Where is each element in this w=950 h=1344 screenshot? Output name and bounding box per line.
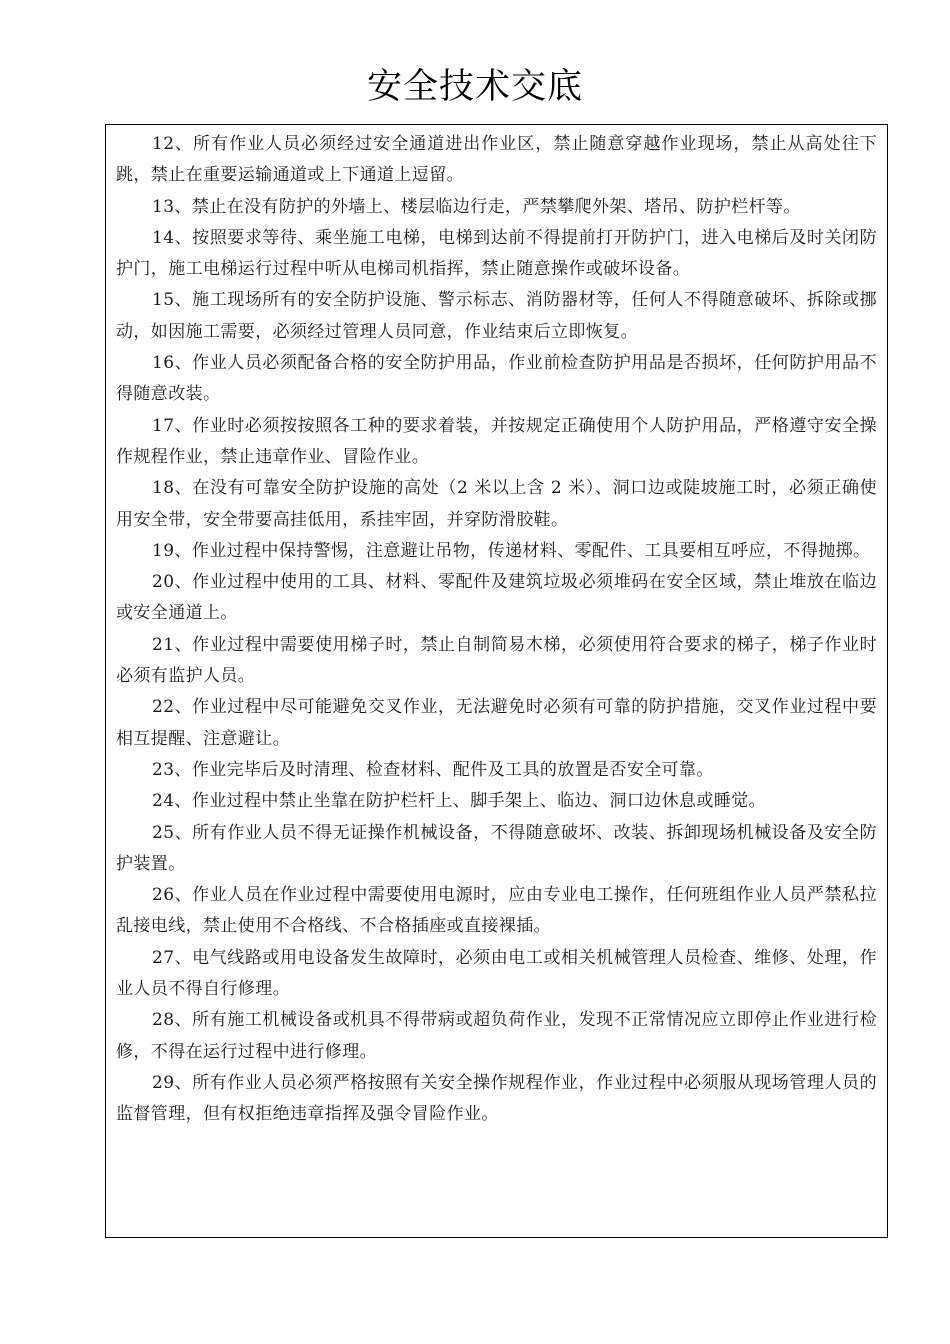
list-item: 26、作业人员在作业过程中需要使用电源时，应由专业电工操作，任何班组作业人员严禁私拉乱接电线，禁止使用不合格线、不合格插座或直接裸插。: [116, 885, 877, 937]
document-title: 安全技术交底: [366, 67, 583, 107]
list-item: 19、作业过程中保持警惕，注意避让吊物，传递材料、零配件、工具要相互呼应，不得抛掷。: [152, 540, 871, 561]
list-item: 25、所有作业人员不得无证操作机械设备，不得随意破坏、改装、拆卸现场机械设备及安全防护装置。: [116, 822, 877, 874]
list-item: 15、施工现场所有的安全防护设施、警示标志、消防器材等，任何人不得随意破坏、拆除或挪动，如因施工需要，必须经过管理人员同意，作业结束后立即恢复。: [116, 290, 877, 342]
list-item: 28、所有施工机械设备或机具不得带病或超负荷作业，发现不正常情况应立即停止作业进行检修，不得在运行过程中进行修理。: [116, 1010, 877, 1062]
list-item: 24、作业过程中禁止坐靠在防护栏杆上、脚手架上、临边、洞口边休息或睡觉。: [152, 791, 767, 812]
list-item: 29、所有作业人员必须严格按照有关安全操作规程作业，作业过程中必须服从现场管理人员的监督管理，但有权拒绝违章指挥及强令冒险作业。: [116, 1072, 877, 1125]
list-item: 27、电气线路或用电设备发生故障时，必须由电工或相关机械管理人员检查、维修、处理，作业人员不得自行修理。: [116, 947, 877, 1000]
list-item: 18、在没有可靠安全防护设施的高处（2 米以上含 2 米）、洞口边或陡坡施工时，必须正确使用安全带，安全带要高挂低用，系挂牢固，并穿防滑胶鞋。: [116, 478, 877, 530]
list-item: 21、作业过程中需要使用梯子时，禁止自制简易木梯，必须使用符合要求的梯子，梯子作业时必须有监护人员。: [116, 634, 877, 687]
list-item: 20、作业过程中使用的工具、材料、零配件及建筑垃圾必须堆码在安全区域，禁止堆放在临边或安全通道上。: [116, 572, 877, 624]
list-item: 13、禁止在没有防护的外墙上、楼层临边行走，严禁攀爬外架、塔吊、防护栏杆等。: [152, 196, 801, 217]
content-box: [105, 124, 888, 1238]
list-item: 16、作业人员必须配备合格的安全防护用品，作业前检查防护用品是否损坏，任何防护用品不得随意改装。: [116, 353, 877, 405]
list-item: 12、所有作业人员必须经过安全通道进出作业区，禁止随意穿越作业现场，禁止从高处往下跳，禁止在重要运输通道或上下通道上逗留。: [116, 134, 877, 186]
list-item: 22、作业过程中尽可能避免交叉作业，无法避免时必须有可靠的防护措施，交叉作业过程中要相互提醒、注意避让。: [116, 697, 877, 749]
list-item: 14、按照要求等待、乘坐施工电梯，电梯到达前不得提前打开防护门，进入电梯后及时关闭防护门，施工电梯运行过程中听从电梯司机指挥，禁止随意操作或破坏设备。: [116, 227, 877, 280]
list-item: 23、作业完毕后及时清理、检查材料、配件及工具的放置是否安全可靠。: [152, 759, 714, 780]
list-item: 17、作业时必须按按照各工种的要求着装，并按规定正确使用个人防护用品，严格遵守安全操作规程作业，禁止违章作业、冒险作业。: [116, 415, 877, 467]
